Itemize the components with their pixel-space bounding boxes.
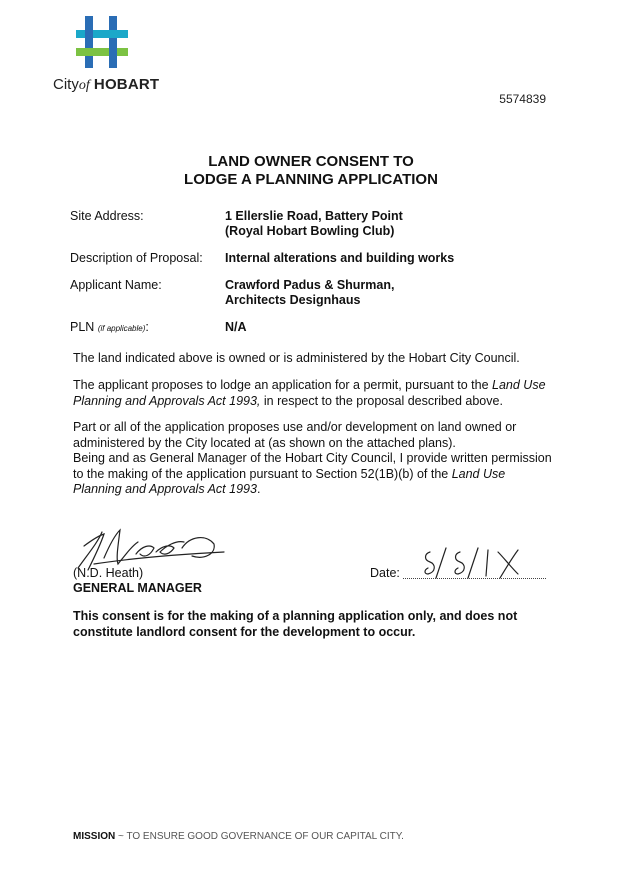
date-value-text: 8/8/18: [420, 544, 423, 545]
permission-line-2: [73, 451, 553, 498]
mission-text: ~ TO ENSURE GOOD GOVERNANCE OF OUR CAPITAL CITY.: [115, 831, 404, 842]
site-address-label: Site Address:: [70, 209, 144, 223]
proposal-paragraph: [73, 378, 553, 409]
pln-label-text: PLN: [70, 320, 95, 334]
date-label: Date:: [370, 566, 400, 580]
site-address-line-1: 1 Ellerslie Road, Battery Point: [225, 209, 403, 223]
proposal-act: Land Use Planning and Approvals Act 1993,: [73, 378, 546, 408]
proposal-text: The applicant proposes to lodge an application for a permit, pursuant to the: [73, 378, 493, 392]
signer-name: (N.D. Heath): [73, 566, 144, 580]
ownership-paragraph: The land indicated above is owned or is administered by the Hobart City Council.: [73, 351, 520, 365]
pln-label: [70, 320, 149, 334]
proposal-tail: in respect to the proposal described above.: [260, 393, 503, 408]
pln-value: N/A: [225, 320, 247, 334]
mission-label: MISSION: [73, 831, 116, 842]
permission-line-1: Part or all of the application proposes use and/or development on land owned or administered by the City located at (as shown on the attached plans).: [73, 420, 517, 450]
document-number: 5574839: [499, 92, 546, 106]
applicant-label: Applicant Name:: [70, 278, 162, 292]
city-of-hobart-logo-icon: [76, 16, 128, 68]
title-line-2: LODGE A PLANNING APPLICATION: [184, 171, 438, 188]
handwritten-date: [420, 544, 530, 580]
permission-text: Being and as General Manager of the Hobart City Council, I provide written permission to the making of the application pursuant to Section 52(1B)(b) of the: [73, 451, 552, 481]
signer-title: GENERAL MANAGER: [73, 581, 202, 595]
permission-end: .: [256, 482, 261, 496]
permission-act: Land Use Planning and Approvals Act 1993: [73, 466, 506, 496]
consent-note: This consent is for the making of a planning application only, and does not constitute landlord consent for the development to occur.: [73, 609, 518, 639]
org-name: [53, 76, 159, 94]
applicant-line-1: Crawford Padus & Shurman,: [225, 278, 395, 292]
document-title: [0, 153, 622, 189]
description-value: Internal alterations and building works: [225, 251, 455, 265]
mission-statement: [73, 831, 404, 842]
description-label: Description of Proposal:: [70, 251, 203, 265]
applicant-line-2: Architects Designhaus: [225, 293, 361, 307]
applicant-value: [225, 278, 394, 308]
org-hobart: HOBART: [93, 76, 160, 93]
pln-qualifier: (if applicable): [97, 324, 146, 333]
org-prefix: City: [53, 76, 79, 93]
permission-paragraph: [73, 420, 553, 498]
pln-colon: :: [145, 320, 149, 334]
site-address-line-2: (Royal Hobart Bowling Club): [225, 224, 395, 238]
site-address-value: [225, 209, 403, 239]
title-line-1: LAND OWNER CONSENT TO: [208, 153, 414, 170]
org-of: of: [78, 78, 90, 93]
